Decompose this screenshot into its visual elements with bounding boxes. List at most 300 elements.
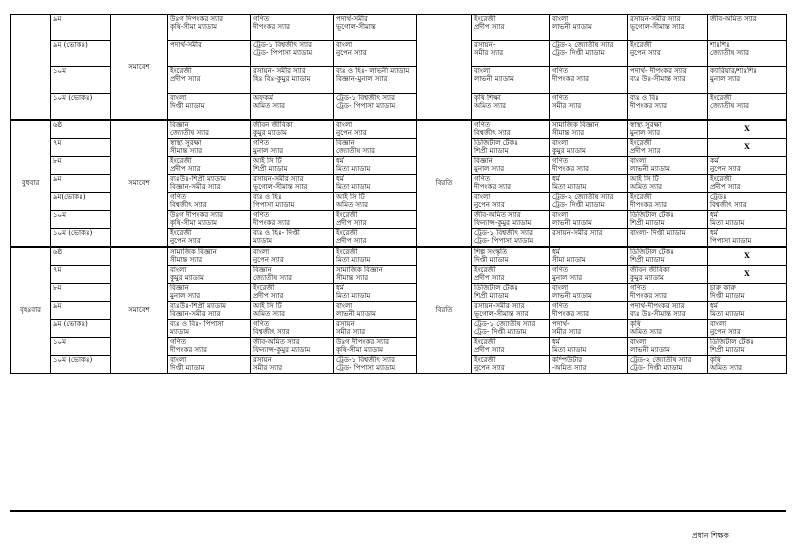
assembly-label: সমাবেশ	[128, 179, 150, 188]
subject-text: ক্যারিয়ার/শাঃশিঃ	[710, 67, 757, 75]
routine-row	[11, 120, 787, 139]
class-name	[51, 157, 111, 175]
period-cell	[334, 211, 417, 229]
subject-text: ট্রেড-১ বিশ্বজীৎ স্যার	[474, 229, 533, 237]
subject-text: রসায়ন	[336, 320, 355, 328]
teacher-text: শিপ্রী ম্যাডাম	[253, 165, 288, 174]
period-cell	[628, 193, 708, 211]
subject-text: বাংলা	[170, 94, 187, 102]
teacher-text: লাভনী ম্যাডাম	[630, 346, 670, 355]
teacher-text: সমীর স্যার	[336, 328, 366, 337]
subject-text: বাংলা	[474, 67, 491, 75]
teacher-text: লাভনী ম্যাডাম	[474, 75, 514, 84]
subject-text: ইংরেজী	[336, 229, 358, 237]
teacher-text: দীপংকর স্যার	[170, 346, 207, 355]
period-cell	[628, 284, 708, 302]
teacher-text: কুমুর ম্যাডাম	[253, 129, 287, 138]
period-cell	[334, 356, 417, 374]
subject-text: বাংলা	[253, 248, 270, 256]
break-cell	[417, 15, 472, 121]
subject-text: ব্যঃউঃ-শিপ্রী ম্যাডাম	[170, 302, 226, 310]
period-cell	[168, 139, 251, 157]
subject-text: গণিত	[253, 211, 270, 219]
subject-text: ডিজিটাল টেকঃ	[474, 284, 518, 292]
subject-text: গণিত	[552, 157, 569, 165]
subject-text: পদার্থ-সমীর	[336, 15, 368, 23]
teacher-text: ফিন্যান্স-কুমুর ম্যাডাম	[474, 219, 532, 228]
class-label: ৯ম (ভোকঃ)	[53, 320, 88, 328]
period-cell	[628, 139, 708, 157]
period-cell	[708, 302, 787, 320]
period-cell	[334, 247, 417, 266]
subject-text: কৃষি	[630, 320, 641, 328]
teacher-text: প্রদীপ স্যার	[336, 237, 367, 246]
subject-text: বাংলা	[552, 15, 569, 23]
teacher-text: নুপেন স্যার	[710, 328, 741, 337]
period-cell	[550, 67, 628, 94]
teacher-text: দীপংকর স্যার	[630, 201, 667, 210]
x-mark: X	[744, 251, 750, 261]
period-cell	[168, 94, 251, 121]
teacher-text: দীপংকর স্যার	[552, 75, 589, 84]
class-name	[51, 356, 111, 374]
teacher-text: প্রদীপ স্যার	[170, 75, 201, 84]
subject-text: পদার্থ-সমীর	[170, 41, 202, 49]
subject-text: বাংলা- দিপ্তী ম্যাডাম	[630, 229, 686, 237]
subject-text: রসায়ন-	[474, 41, 496, 49]
teacher-text: দীপংকর স্যার	[253, 219, 290, 228]
teacher-text: বিজ্ঞান-সমীর স্যার	[170, 310, 221, 319]
routine-row	[11, 247, 787, 266]
class-label: ১০ম (ভোকঃ)	[53, 356, 93, 364]
period-cell	[168, 320, 251, 338]
teacher-text: ব্যঃ উঃ-সীমান্ত স্যার	[630, 75, 686, 84]
assembly-cell	[111, 247, 168, 374]
subject-text: আই সি টি	[253, 302, 282, 310]
period-cell	[334, 94, 417, 121]
period-cell	[251, 15, 334, 41]
subject-text: কৃষি শিক্ষা	[474, 94, 501, 102]
period-cell	[628, 15, 708, 41]
subject-text: রসায়ন-সমীর স্যার	[552, 229, 603, 237]
teacher-text: সমীর স্যার	[474, 49, 504, 58]
period-cell	[168, 229, 251, 248]
subject-text: ধর্ম	[710, 302, 718, 310]
teacher-text: ট্রেড- পিপাসা ম্যাডাম	[336, 364, 396, 373]
teacher-text: অমিত স্যার	[253, 310, 285, 319]
teacher-text: দিপ্তী ম্যাডাম	[710, 292, 745, 301]
class-label: ১০ম (ভোকঃ)	[53, 94, 93, 102]
period-cell	[628, 41, 708, 67]
period-cell	[251, 266, 334, 284]
period-cell	[334, 266, 417, 284]
routine-table	[10, 14, 787, 374]
teacher-text: নুপেন স্যার	[474, 364, 505, 373]
period-cell	[251, 120, 334, 139]
subject-text: অফকর্ম	[253, 94, 273, 102]
teacher-text: দিপ্তী ম্যাডাম	[170, 102, 205, 111]
period-cell	[472, 211, 550, 229]
class-name	[51, 41, 111, 67]
period-cell	[628, 320, 708, 338]
teacher-text: লাভনী ম্যাডাম	[552, 219, 592, 228]
subject-text: জীবন জীবিকা	[630, 266, 670, 274]
teacher-text: শিপ্রী ম্যাডাম	[630, 256, 665, 265]
teacher-text: ট্রেড- পিপাসা ম্যাডাম	[336, 102, 396, 111]
subject-text: ব্যঃ ও হিঃ- দিপ্তী	[253, 229, 300, 237]
teacher-text: সীমান্ত স্যার	[170, 256, 203, 265]
teacher-text: কৃষি-সীমা ম্যাডাম	[170, 219, 218, 228]
period-cell	[708, 41, 787, 67]
subject-text: ট্রেড-১ বিশ্বজীৎ স্যার	[336, 94, 395, 102]
teacher-text: জ্যোতীষ স্যার	[710, 49, 750, 58]
period-cell	[334, 139, 417, 157]
teacher-text: দীপংকর স্যার	[630, 102, 667, 111]
period-cell	[334, 229, 417, 248]
period-cell	[708, 338, 787, 356]
subject-text: গণিত	[474, 175, 491, 183]
period-cell	[628, 247, 708, 266]
teacher-text: প্রদীপ স্যার	[170, 165, 201, 174]
subject-text: বাংলা	[170, 356, 187, 364]
subject-text: পদার্থ-	[552, 320, 570, 328]
class-name	[51, 266, 111, 284]
period-cell	[251, 356, 334, 374]
class-name	[51, 338, 111, 356]
teacher-text: ভূগোল-সীমান্ত স্যার	[474, 310, 529, 319]
class-name	[51, 211, 111, 229]
period-cell	[550, 229, 628, 248]
subject-text: ইংরেজী	[336, 211, 358, 219]
subject-text: গণিত	[170, 338, 187, 346]
teacher-text: ট্রেড- দিপ্তী ম্যাডাম	[630, 364, 683, 373]
period-cell	[472, 41, 550, 67]
subject-text: বিজ্ঞান	[474, 157, 493, 165]
teacher-text: ফিন্যান্স-কুমুর ম্যাডাম	[253, 346, 311, 355]
subject-text: ব্যঃ ও বিঃ- পিপাসা	[170, 320, 224, 328]
period-cell	[251, 320, 334, 338]
period-cell	[708, 157, 787, 175]
class-label: ৯ম(ভোকঃ)	[53, 193, 86, 201]
teacher-text: বিজ্ঞান-সমীর স্যার	[170, 183, 221, 192]
teacher-text: ট্রেড- দিপ্তী ম্যাডাম	[474, 328, 527, 337]
period-cell	[550, 120, 628, 139]
period-cell	[168, 120, 251, 139]
teacher-text: অমিত স্যার	[474, 102, 506, 111]
subject-text: রসায়ন-সমীর স্যার	[253, 175, 304, 183]
teacher-text: দীপংকর স্যার	[474, 183, 511, 192]
subject-text: পদার্থ-দীপংকর স্যার	[630, 302, 685, 310]
subject-text: উঃগ দীপংকর স্যার	[336, 338, 389, 346]
teacher-text: লাভনী ম্যাডাম	[630, 165, 670, 174]
subject-text: বাংলা	[336, 41, 353, 49]
subject-text: ব্যঃউঃ-শিপ্রী ম্যাডাম	[170, 175, 226, 183]
period-cell	[168, 67, 251, 94]
teacher-text: -অমিত স্যার	[552, 364, 587, 373]
break-cell	[417, 247, 472, 374]
no-class-mark	[708, 247, 787, 266]
x-mark: X	[744, 124, 750, 134]
teacher-text: মিতা ম্যাডাম	[336, 292, 371, 301]
period-cell	[550, 175, 628, 193]
teacher-text: মুনাল স্যার	[474, 165, 505, 174]
x-mark: X	[744, 269, 750, 279]
subject-text: বাংলা	[630, 157, 647, 165]
day-label	[11, 15, 51, 121]
period-cell	[251, 94, 334, 121]
teacher-text: অমিত স্যার	[253, 102, 285, 111]
class-name	[51, 247, 111, 266]
teacher-text: ট্রেড- দিপ্তী ম্যাডাম	[552, 201, 605, 210]
table-bottom-rule	[10, 510, 786, 512]
class-label: ৯ম	[53, 302, 62, 310]
period-cell	[708, 211, 787, 229]
subject-text: ইংরেজী	[474, 15, 496, 23]
teacher-text: মুনাল স্যার	[170, 292, 201, 301]
teacher-text: প্রদীপ স্যার	[710, 183, 741, 192]
teacher-text: জ্যোতীষ স্যার	[253, 274, 293, 283]
teacher-text: ম্যাডাম	[253, 237, 273, 246]
assembly-cell	[111, 120, 168, 247]
period-cell	[550, 15, 628, 41]
no-class-mark	[708, 266, 787, 284]
subject-text: ইংরেজী	[170, 157, 192, 165]
subject-text: বাংলা	[336, 302, 353, 310]
teacher-text: কৃষি-সীমা ম্যাডাম	[336, 346, 384, 355]
period-cell	[334, 41, 417, 67]
period-cell	[251, 139, 334, 157]
period-cell	[168, 175, 251, 193]
teacher-text: লাভনী ম্যাডাম	[336, 310, 376, 319]
subject-text: গণিত	[552, 67, 569, 75]
class-name	[51, 284, 111, 302]
period-cell	[628, 120, 708, 139]
teacher-text: প্রদীপ স্যার	[336, 219, 367, 228]
teacher-text: অমিত স্যার	[336, 201, 368, 210]
class-label: ১০ম (ভোকঃ)	[53, 229, 93, 237]
subject-text: রসায়ন	[253, 356, 272, 364]
class-name	[51, 320, 111, 338]
subject-text: গণিত	[630, 284, 647, 292]
teacher-text: প্রদীপ স্যার	[474, 274, 505, 283]
period-cell	[628, 175, 708, 193]
period-cell	[708, 284, 787, 302]
subject-text: ইংরেজী	[474, 356, 496, 364]
subject-text: বাংলা	[710, 320, 727, 328]
period-cell	[472, 247, 550, 266]
subject-text: বাংলা	[552, 211, 569, 219]
period-cell	[550, 211, 628, 229]
subject-text: ইংরেজী	[710, 175, 732, 183]
teacher-text: ভূগোল-সীমান্ত স্যার	[253, 183, 308, 192]
teacher-text: নুপেন স্যার	[170, 237, 201, 246]
teacher-text: প্রদীপ স্যার	[630, 147, 661, 156]
day-label	[11, 120, 51, 247]
subject-text: ইংরেজী	[170, 229, 192, 237]
teacher-text: সীমান্ত স্যার	[336, 274, 369, 283]
class-name	[51, 15, 111, 41]
teacher-text: প্রদীপ স্যার	[474, 346, 505, 355]
teacher-text: বিশ্বজীৎ স্যার	[253, 328, 290, 337]
period-cell	[168, 15, 251, 41]
break-label: বিরতি	[435, 306, 453, 315]
subject-text: ট্রেড-১ বিশ্বজীৎ স্যার	[336, 356, 395, 364]
period-cell	[472, 338, 550, 356]
subject-text: ইংরেজী	[630, 193, 652, 201]
subject-text: ধর্ম	[336, 157, 344, 165]
period-cell	[472, 15, 550, 41]
period-cell	[168, 211, 251, 229]
teacher-text: লাভনী ম্যাডাম	[552, 23, 592, 32]
teacher-text: মিতা ম্যাডাম	[552, 346, 587, 355]
subject-text: স্বাস্থ্য সুরক্ষা	[630, 121, 662, 129]
teacher-text: বিজ্ঞান-মুনাল স্যার	[336, 75, 388, 84]
period-cell	[472, 157, 550, 175]
teacher-text: জ্যোতীষ স্যার	[710, 102, 750, 111]
subject-text: ডিজিটাল টেকঃ	[630, 211, 674, 219]
teacher-text: কুমুর ম্যাডাম	[170, 274, 204, 283]
teacher-text: সীমা ম্যাডাম	[552, 256, 586, 265]
period-cell	[334, 67, 417, 94]
period-cell	[708, 193, 787, 211]
teacher-text: ব্যঃ উঃ-সীমান্ত স্যার	[630, 310, 686, 319]
teacher-text: মিতা ম্যাডাম	[552, 183, 587, 192]
class-name	[51, 229, 111, 248]
teacher-text: শিপ্রী ম্যাডাম	[474, 147, 509, 156]
subject-text: ডিজিটাল টেকঃ	[630, 248, 674, 256]
teacher-text: প্রদীপ স্যার	[253, 292, 284, 301]
assembly-cell	[111, 15, 168, 121]
subject-text: ধর্ম	[336, 284, 344, 292]
subject-text: বিজ্ঞান	[253, 266, 272, 274]
subject-text: রসায়ন- সমীর স্যার	[253, 67, 306, 75]
period-cell	[628, 229, 708, 248]
period-cell	[168, 247, 251, 266]
teacher-text: ট্রেড- পিপাসা ম্যাডাম	[253, 49, 313, 58]
subject-text: ধর্ম	[710, 211, 718, 219]
teacher-text: অমিত স্যার	[630, 183, 662, 192]
subject-text: রসায়ন-সমীর স্যার	[630, 15, 681, 23]
teacher-text: ভূগোল-সীমান্ত স্যার	[630, 23, 685, 32]
subject-text: বাংলা	[630, 338, 647, 346]
subject-text: কৃষি	[710, 356, 721, 364]
teacher-text: শিপ্রী ম্যাডাম	[474, 292, 509, 301]
period-cell	[550, 193, 628, 211]
subject-text: সামাজিক বিজ্ঞান	[552, 121, 599, 129]
subject-text: গণিত	[253, 139, 270, 147]
subject-text: ট্রেড-২ জ্যোতীষ স্যার	[552, 41, 614, 49]
teacher-text: সীমান্ত স্যার	[552, 129, 585, 138]
period-cell	[472, 193, 550, 211]
teacher-text: ম্যাডাম	[170, 328, 190, 337]
class-label: ১০ম	[53, 67, 66, 75]
class-name	[51, 94, 111, 121]
period-cell	[472, 120, 550, 139]
teacher-text: জ্যোতীষ স্যার	[170, 129, 210, 138]
period-cell	[628, 67, 708, 94]
period-cell	[168, 356, 251, 374]
class-label: ৯ম	[53, 175, 62, 183]
period-cell	[550, 266, 628, 284]
period-cell	[472, 356, 550, 374]
teacher-text: শিপ্রী ম্যাডাম	[710, 346, 745, 355]
period-cell	[550, 320, 628, 338]
class-label: ১০ম	[53, 338, 66, 346]
period-cell	[251, 67, 334, 94]
teacher-text: মিতা ম্যাডাম	[336, 256, 371, 265]
period-cell	[251, 229, 334, 248]
period-cell	[472, 175, 550, 193]
period-cell	[472, 67, 550, 94]
teacher-text: লাভনী ম্যাডাম	[552, 292, 592, 301]
period-cell	[472, 139, 550, 157]
teacher-text: সমীর স্যার	[552, 328, 582, 337]
period-cell	[628, 338, 708, 356]
teacher-text: দিপ্তী ম্যাডাম	[170, 364, 205, 373]
subject-text: ডিজিটাল টেকঃ	[710, 338, 754, 346]
teacher-text: মুনাল স্যার	[630, 129, 661, 138]
teacher-text: মুনাল স্যার	[552, 274, 583, 283]
period-cell	[550, 94, 628, 121]
subject-text: বাংলা	[552, 284, 569, 292]
subject-text: জীব-অমিত স্যার	[474, 211, 521, 219]
subject-text: পদার্থ- দীপংকর স্যার	[630, 67, 687, 75]
subject-text: গণিত	[253, 15, 270, 23]
subject-text: ধর্ম	[552, 248, 560, 256]
subject-text: গণিত	[474, 121, 491, 129]
subject-text: গণিত	[552, 266, 569, 274]
subject-text: বিজ্ঞান	[170, 284, 189, 292]
teacher-text: ট্রেড- দিপ্তী ম্যাডাম	[552, 49, 605, 58]
class-label: ১০ম	[53, 211, 66, 219]
teacher-text: পিপাসা ম্যাডাম	[710, 237, 752, 246]
subject-text: বাংলা	[474, 193, 491, 201]
period-cell	[708, 175, 787, 193]
class-name	[51, 120, 111, 139]
subject-text: ধর্ম	[336, 175, 344, 183]
subject-text: ইংরেজী	[474, 266, 496, 274]
subject-text: আই সি টি	[630, 175, 659, 183]
headmaster-signature-label: প্রধান শিক্ষক	[692, 531, 729, 540]
assembly-label: সমাবেশ	[128, 62, 150, 71]
period-cell	[251, 338, 334, 356]
class-name	[51, 139, 111, 157]
subject-text: ডিজিটাল টেকঃ	[474, 139, 518, 147]
teacher-text: বিশ্বজীৎ স্যার	[710, 201, 747, 210]
subject-text: আই সি টি	[253, 157, 282, 165]
subject-text: ইংরেজী	[253, 284, 275, 292]
subject-text: ইংরেজী	[630, 41, 652, 49]
teacher-text: নুপেন স্যার	[474, 201, 505, 210]
period-cell	[708, 15, 787, 41]
period-cell	[708, 67, 787, 94]
day-name: বৃহঃবার	[19, 306, 42, 315]
subject-text: সামাজিক বিজ্ঞান	[336, 266, 383, 274]
class-label: ৯ম	[53, 15, 62, 23]
subject-text: গণিত	[253, 320, 270, 328]
subject-text: গণিত	[170, 193, 187, 201]
teacher-text: দীপংকর স্যার	[552, 165, 589, 174]
subject-text: ধর্ম	[552, 338, 560, 346]
subject-text: বিজ্ঞান	[170, 121, 189, 129]
teacher-text: পিপাসা ম্যাডাম	[253, 201, 295, 210]
teacher-text: নুপেন স্যার	[630, 49, 661, 58]
period-cell	[708, 229, 787, 248]
subject-text: ট্রেডঃ	[710, 193, 727, 201]
period-cell	[334, 320, 417, 338]
teacher-text: মুনাল স্যার	[253, 147, 284, 156]
subject-text: গণিত	[552, 302, 569, 310]
